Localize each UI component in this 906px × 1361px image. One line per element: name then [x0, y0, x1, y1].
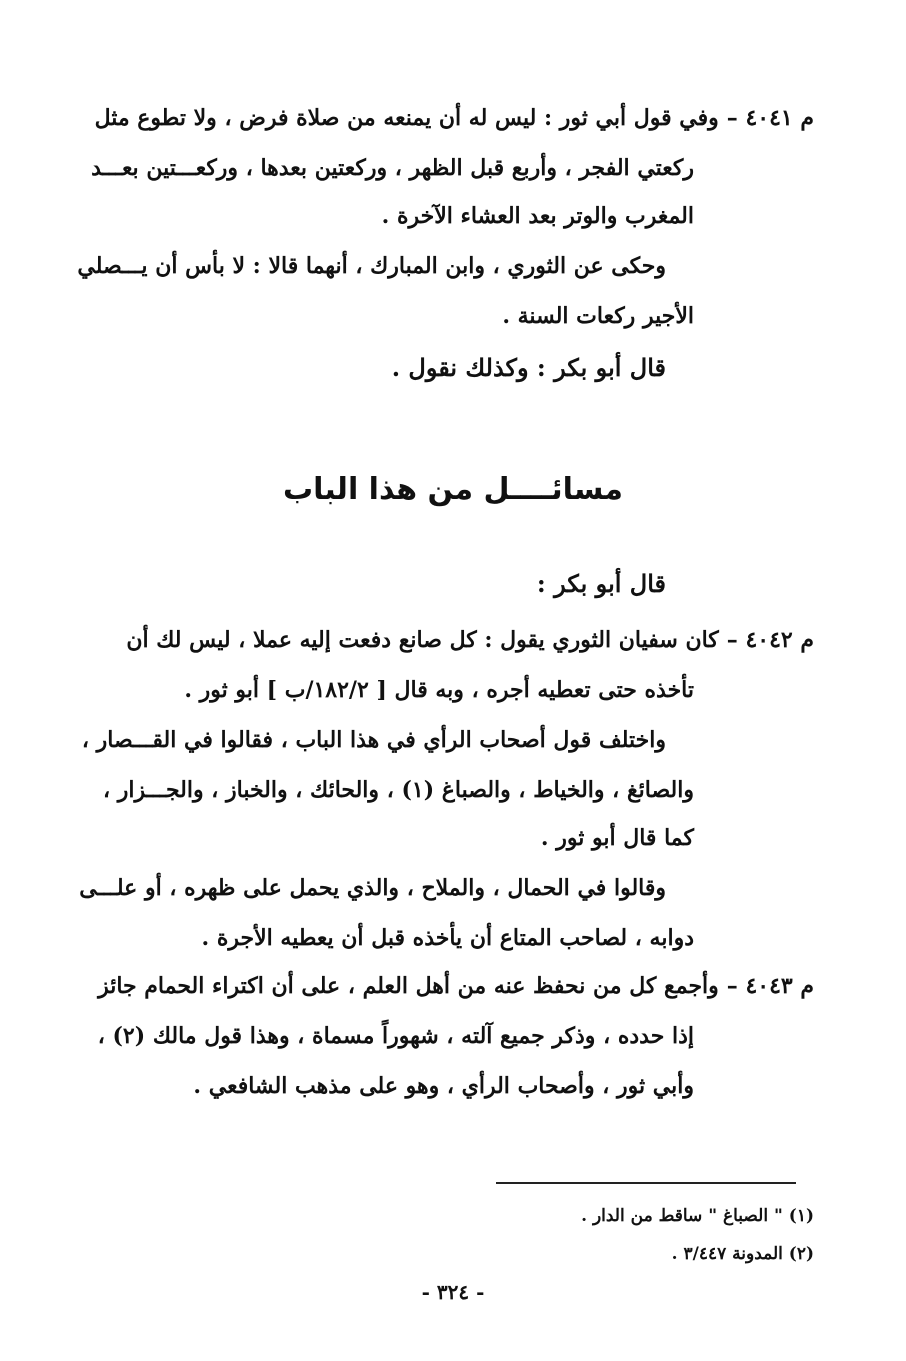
footnote-1: (١) " الصباغ " ساقط من الدار . — [581, 1206, 814, 1226]
section-heading: مسائــــل من هذا الباب — [283, 472, 623, 507]
paragraph-4043-line-3: وأبي ثور ، وأصحاب الرأي ، وهو على مذهب الشافعي . — [193, 1073, 694, 1099]
abu-bakr-heading: قال أبو بكر : — [536, 569, 666, 598]
paragraph-number: م ٤٠٤١ – — [726, 105, 814, 131]
paragraph-ikhtalaf-line-2: والصائغ ، والخياط ، والصباغ (١) ، والحائك ، والخباز ، والجـــزار ، — [102, 777, 694, 803]
paragraph-4041-line-1: م ٤٠٤١ –وفي قول أبي ثور : ليس له أن يمنعه من صلاة فرض ، ولا تطوع مثل — [94, 105, 814, 131]
paragraph-thawri-line-2: الأجير ركعات السنة . — [502, 303, 694, 329]
paragraph-number: م ٤٠٤٢ – — [726, 627, 814, 653]
paragraph-4043-line-2: إذا حدده ، وذكر جميع آلته ، شهوراً مسماة ، وهذا قول مالك (٢) ، — [97, 1023, 694, 1049]
footnote-separator — [496, 1182, 796, 1184]
paragraph-4042-line-2: تأخذه حتى تعطيه أجره ، وبه قال [ ١٨٢/٢/ب ] أبو ثور . — [184, 677, 694, 703]
paragraph-4041-line-2: ركعتي الفجر ، وأربع قبل الظهر ، وركعتين بعدها ، وركعـــتين بعـــد — [91, 155, 694, 181]
paragraph-thawri-line-1: وحكى عن الثوري ، وابن المبارك ، أنهما قالا : لا بأس أن يـــصلي — [77, 253, 666, 279]
paragraph-number: م ٤٠٤٣ – — [726, 973, 814, 999]
paragraph-4043-line-1: م ٤٠٤٣ –وأجمع كل من نحفظ عنه من أهل العلم ، على أن اكتراء الحمام جائز — [98, 973, 814, 999]
paragraph-hammal-line-1: وقالوا في الحمال ، والملاح ، والذي يحمل على ظهره ، أو علـــى — [79, 875, 666, 901]
paragraph-ikhtalaf-line-1: واختلف قول أصحاب الرأي في هذا الباب ، فقالوا في القـــصار ، — [81, 727, 666, 753]
page-number: - ٣٢٤ - — [421, 1280, 485, 1304]
abu-bakr-statement: قال أبو بكر : وكذلك نقول . — [391, 353, 666, 382]
paragraph-ikhtalaf-line-3: كما قال أبو ثور . — [540, 825, 694, 851]
footnote-2: (٢) المدونة ٣/٤٤٧ . — [671, 1244, 814, 1264]
paragraph-4042-line-1: م ٤٠٤٢ –كان سفيان الثوري يقول : كل صانع دفعت إليه عملا ، ليس لك أن — [126, 627, 814, 653]
paragraph-4041-line-3: المغرب والوتر بعد العشاء الآخرة . — [381, 203, 694, 229]
paragraph-hammal-line-2: دوابه ، لصاحب المتاع أن يأخذه قبل أن يعطيه الأجرة . — [201, 925, 694, 951]
